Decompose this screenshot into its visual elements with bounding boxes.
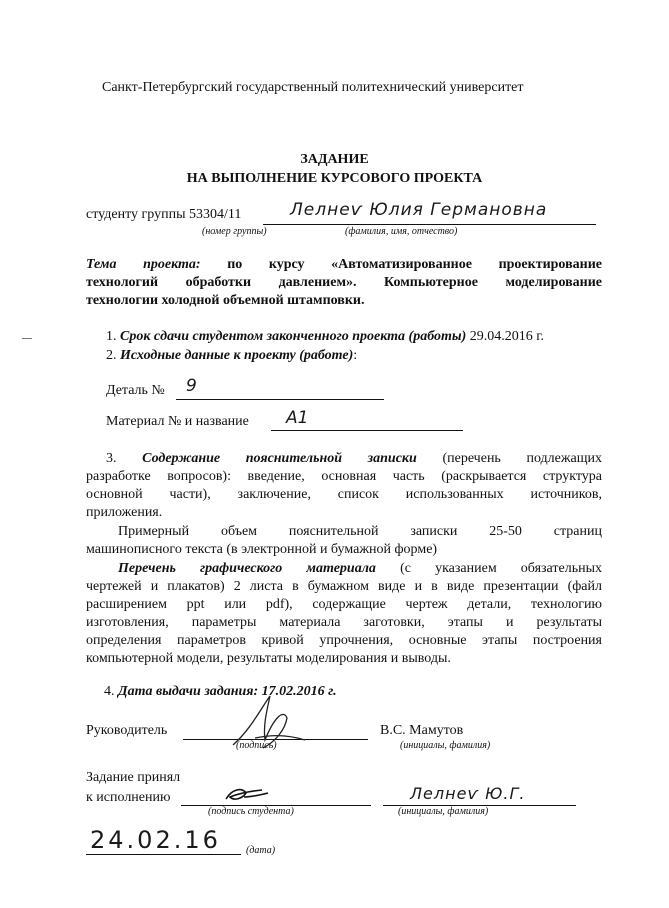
part-number-label: Деталь № bbox=[106, 383, 165, 398]
hint-student-sign: (подпись студента) bbox=[208, 806, 294, 817]
student-signature bbox=[222, 785, 272, 805]
graphics-line6: компьютерной модели, результаты моделирования и выводы. bbox=[86, 651, 451, 666]
deadline-value: 29.04.2016 г. bbox=[469, 329, 544, 344]
item-1-number: 1. bbox=[106, 329, 117, 344]
supervisor-name: В.С. Мамутов bbox=[380, 723, 464, 738]
supervisor-label: Руководитель bbox=[86, 723, 168, 738]
contents-label: Содержание пояснительной записки bbox=[142, 451, 417, 466]
hint-supervisor-name: (инициалы, фамилия) bbox=[400, 740, 491, 751]
date-underline bbox=[86, 854, 241, 855]
volume-line2: машинописного текста (в электронной и бумажной форме) bbox=[86, 542, 438, 557]
margin-mark bbox=[22, 338, 32, 339]
volume-line1: Примерный объем пояснительной записки 25-50 страниц bbox=[118, 524, 602, 539]
material-underline bbox=[271, 430, 463, 431]
topic-line1: по курсу «Автоматизированное проектирование bbox=[227, 257, 602, 272]
student-name-handwritten: Лелнеѵ Юлия Германовна bbox=[290, 200, 548, 220]
part-number-underline bbox=[176, 399, 384, 400]
volume-block bbox=[86, 523, 602, 559]
contents-line4: приложения. bbox=[86, 505, 163, 520]
student-name-short-handwritten: Лелнеѵ Ю.Г. bbox=[410, 784, 526, 803]
hint-student-name-short: (инициалы, фамилия) bbox=[398, 806, 489, 817]
date-handwritten: 24.02.16 bbox=[90, 826, 221, 854]
contents-block bbox=[86, 450, 602, 522]
graphics-line1: (с указанием обязательных bbox=[400, 561, 603, 576]
hint-date: (дата) bbox=[246, 845, 276, 856]
doc-title-line1: ЗАДАНИЕ bbox=[300, 152, 369, 167]
input-data-label: Исходные данные к проекту (работе) bbox=[120, 348, 354, 363]
graphics-line5: определения параметров кривой упрочнения, основные этапы построения bbox=[86, 633, 602, 648]
hint-student-name: (фамилия, имя, отчество) bbox=[345, 226, 458, 237]
contents-line1: (перечень подлежащих bbox=[442, 451, 603, 466]
item-2 bbox=[106, 348, 357, 364]
student-name-underline bbox=[263, 224, 596, 225]
university-name: Санкт-Петербургский государственный политехнический университет bbox=[102, 80, 524, 95]
topic-block bbox=[86, 256, 602, 310]
input-data-colon: : bbox=[353, 348, 358, 363]
student-group-label: студенту группы 53304/11 bbox=[86, 207, 242, 222]
graphics-line3: расширением ppt или pdf), содержащие чертеж детали, технологию bbox=[86, 597, 602, 612]
item-4-number: 4. bbox=[104, 684, 115, 699]
accepted-label-2: к исполнению bbox=[86, 790, 171, 805]
item-1 bbox=[106, 329, 544, 345]
material-label: Материал № и название bbox=[106, 414, 249, 429]
material-handwritten: А1 bbox=[286, 408, 309, 428]
item-3-number: 3. bbox=[106, 451, 117, 466]
graphics-label: Перечень графического материала bbox=[118, 561, 376, 576]
item-2-number: 2. bbox=[106, 348, 117, 363]
contents-line3: основной части), заключение, список использованных источников, bbox=[86, 487, 602, 502]
graphics-line2: чертежей и плакатов) 2 листа в бумажном виде и в виде презентации (файл bbox=[86, 579, 602, 594]
contents-line2: разработке вопросов): введение, основная часть (раскрывается структура bbox=[86, 469, 602, 484]
topic-label: Тема проекта: bbox=[86, 257, 201, 272]
part-number-handwritten: 9 bbox=[186, 376, 197, 396]
issue-date: Дата выдачи задания: 17.02.2016 г. bbox=[118, 684, 337, 699]
graphics-line4: изготовления, параметры материала заготовки, этапы и результаты bbox=[86, 615, 602, 630]
hint-group-number: (номер группы) bbox=[202, 226, 267, 237]
topic-line2: технологий обработки давлением». Компьютерное моделирование bbox=[86, 275, 602, 290]
graphics-block bbox=[86, 560, 602, 668]
deadline-label: Срок сдачи студентом законченного проекта (работы) bbox=[120, 329, 467, 344]
hint-supervisor-sign: (подпись) bbox=[236, 740, 277, 751]
topic-line3: технологии холодной объемной штамповки. bbox=[86, 293, 365, 308]
accepted-label-1: Задание принял bbox=[86, 770, 181, 785]
doc-title-line2: НА ВЫПОЛНЕНИЕ КУРСОВОГО ПРОЕКТА bbox=[186, 171, 483, 186]
